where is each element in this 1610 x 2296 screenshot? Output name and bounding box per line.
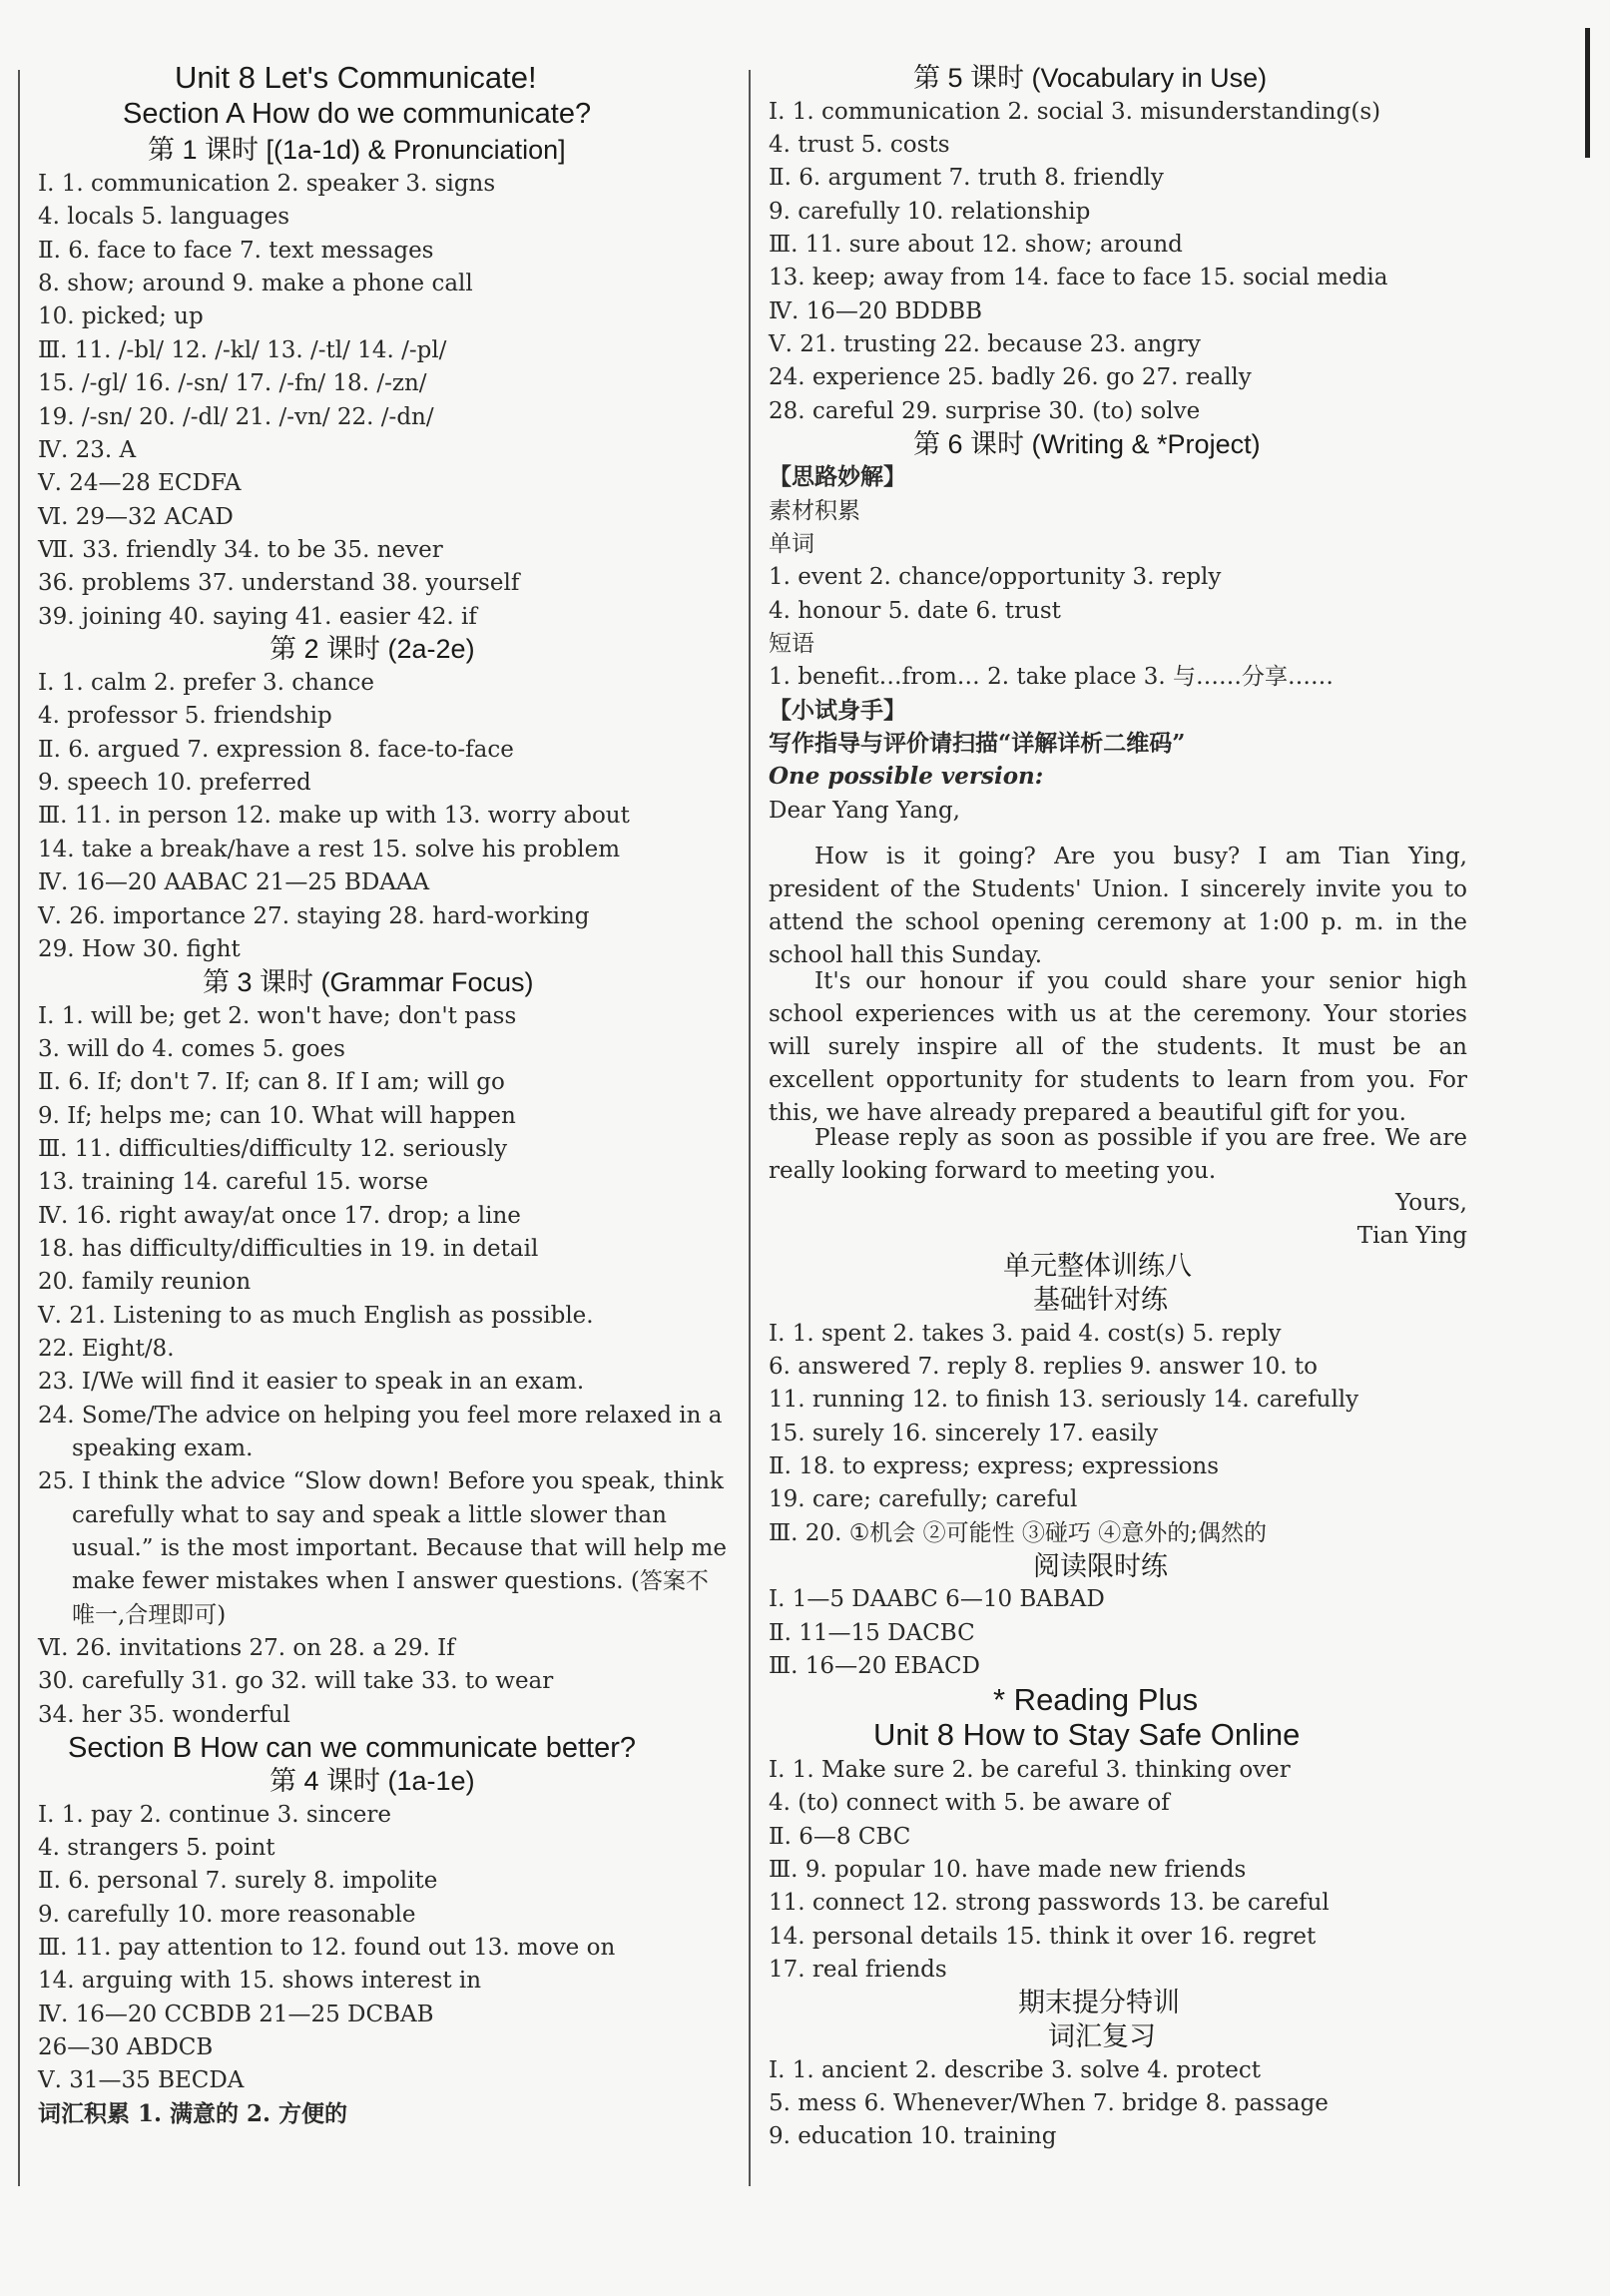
answer-line: 19. /-sn/ 20. /-dl/ 21. /-vn/ 22. /-dn/ [38,404,434,430]
answer-line: Ⅲ. 11. in person 12. make up with 13. worry about [38,803,630,829]
answer-line: 9. If; helps me; can 10. What will happen [38,1103,516,1129]
answer-line: 13. keep; away from 14. face to face 15. social media [769,265,1388,290]
answer-line: 29. How 30. fight [38,936,241,962]
heading-line: 词汇复习 [1048,2021,1156,2051]
answer-line: 9. carefully 10. relationship [769,199,1091,225]
answer-line: 4. (to) connect with 5. be aware of [769,1790,1170,1816]
letter-paragraph-1: How is it going? Are you busy? I am Tian Ying, president of the Students' Union. I sincerely invite you to attend the school opening ceremony at 1:00 p. m. in the school hall this Sunday. [769,844,1467,968]
answer-line: Ⅳ. 16—20 AABAC 21—25 BDAAA [38,869,430,895]
column-divider [749,70,751,2186]
answer-line: 唯一,合理即可) [72,1602,227,1628]
answer-line: Ⅴ. 21. trusting 22. because 23. angry [769,331,1201,357]
answer-line: Ⅰ. 1. calm 2. prefer 3. chance [38,670,375,696]
heading-line: 基础针对练 [1033,1285,1168,1315]
left-margin-rule [18,70,20,2186]
answer-line: Ⅰ. 1. ancient 2. describe 3. solve 4. protect [769,2057,1261,2083]
answer-line: Ⅴ. 21. Listening to as much English as possible. [38,1303,594,1329]
answer-line: Ⅵ. 26. invitations 27. on 28. a 29. If [38,1635,455,1661]
answer-line: 36. problems 37. understand 38. yourself [38,570,520,596]
letter-paragraph-2: It's our honour if you could share your senior high school experiences with us at the ceremony. Your stories will surely inspire all of the students. It must be an excellent opportunity for students to learn from you. For this, we have already prepared a beautiful gift for you. [769,968,1467,1126]
answer-line: Ⅰ. 1. Make sure 2. be careful 3. thinking over [769,1757,1291,1783]
answer-line: speaking exam. [72,1435,254,1461]
answer-line: Ⅱ. 6. face to face 7. text messages [38,238,434,264]
answer-line: Ⅳ. 23. A [38,437,137,463]
answer-line: Ⅳ. 16—20 BDDBB [769,298,983,324]
answer-line: 9. speech 10. preferred [38,770,311,796]
answer-line: Ⅳ. 16. right away/at once 17. drop; a line [38,1203,521,1229]
answer-line: Ⅲ. 11. difficulties/difficulty 12. seriously [38,1136,508,1162]
answer-line: Ⅰ. 1. pay 2. continue 3. sincere [38,1802,391,1828]
answer-line: 14. personal details 15. think it over 16. regret [769,1924,1317,1950]
answer-line: 4. trust 5. costs [769,132,950,158]
answer-line: 8. show; around 9. make a phone call [38,271,473,296]
answer-line: 6. answered 7. reply 8. replies 9. answer 10. to [769,1354,1318,1380]
answer-line: Ⅲ. 20. ①机会 ②可能性 ③碰巧 ④意外的;偶然的 [769,1520,1267,1546]
answer-line: Ⅲ. 11. sure about 12. show; around [769,232,1183,258]
answer-line: Ⅱ. 18. to express; express; expressions [769,1453,1220,1479]
heading-line: 单元整体训练八 [1003,1251,1192,1281]
answer-line: 26—30 ABDCB [38,2034,214,2060]
heading-line: * Reading Plus [993,1682,1199,1717]
answer-line: 14. take a break/have a rest 15. solve his problem [38,837,621,862]
answer-line: Ⅲ. 11. pay attention to 12. found out 13. move on [38,1935,616,1961]
answer-line: Ⅰ. 1. communication 2. social 3. misunderstanding(s) [769,99,1381,125]
answer-line: 11. running 12. to finish 13. seriously 14. carefully [769,1387,1359,1413]
heading-line: Section B How can we communicate better? [68,1732,636,1764]
heading-line: 词汇积累 1. 满意的 2. 方便的 [38,2100,348,2127]
heading-line: Unit 8 Let's Communicate! [175,60,537,95]
answer-line: 4. strangers 5. point [38,1835,275,1861]
heading-line: 第 1 课时 [(1a-1d) & Pronunciation] [148,135,566,165]
answer-line: 1. benefit…from… 2. take place 3. 与……分享…… [769,664,1334,690]
heading-line: 期末提分特训 [1018,1988,1180,2017]
answer-line: Ⅰ. 1. spent 2. takes 3. paid 4. cost(s) 5. reply [769,1321,1282,1347]
answer-line: 9. carefully 10. more reasonable [38,1902,416,1928]
answer-line: 24. experience 25. badly 26. go 27. really [769,364,1252,390]
answer-line: 短语 [769,631,814,657]
answer-line: Ⅴ. 31—35 BECDA [38,2067,245,2093]
answer-line: 17. real friends [769,1957,947,1983]
answer-line: make fewer mistakes when I answer questions. (答案不 [72,1568,709,1594]
heading-line: 第 4 课时 (1a-1e) [269,1766,475,1796]
heading-line: 【思路妙解】 [769,463,906,490]
answer-line: 4. professor 5. friendship [38,703,332,729]
answer-line: Ⅴ. 26. importance 27. staying 28. hard-working [38,903,590,929]
answer-line: 34. her 35. wonderful [38,1702,290,1728]
answer-line: Ⅱ. 11—15 DACBC [769,1620,975,1646]
answer-line: Ⅲ. 16—20 EBACD [769,1653,980,1679]
answer-line: 24. Some/The advice on helping you feel more relaxed in a [38,1403,723,1429]
heading-line: 写作指导与评价请扫描“详解详析二维码” [769,730,1186,757]
answer-line: Ⅱ. 6. If; don't 7. If; can 8. If I am; will go [38,1069,505,1095]
letter-closing: Yours, [1395,1190,1467,1216]
answer-line: Ⅴ. 24—28 ECDFA [38,470,242,496]
heading-line: 第 6 课时 (Writing & *Project) [913,429,1261,459]
answer-line: 30. carefully 31. go 32. will take 33. to wear [38,1668,554,1694]
answer-line: 15. /-gl/ 16. /-sn/ 17. /-fn/ 18. /-zn/ [38,370,427,396]
answer-line: 素材积累 [769,498,860,524]
answer-line: 9. education 10. training [769,2123,1057,2149]
answer-line: 4. honour 5. date 6. trust [769,598,1061,624]
answer-line: Ⅱ. 6—8 CBC [769,1824,911,1850]
answer-line: Ⅱ. 6. argument 7. truth 8. friendly [769,165,1164,191]
letter-paragraph-3: Please reply as soon as possible if you are free. We are really looking forward to meeting you. [769,1125,1467,1184]
answer-line: 15. surely 16. sincerely 17. easily [769,1421,1159,1446]
letter-signature: Tian Ying [1356,1223,1467,1249]
answer-line: Ⅲ. 9. popular 10. have made new friends [769,1857,1247,1883]
answer-line: 5. mess 6. Whenever/When 7. bridge 8. passage [769,2090,1329,2116]
heading-line: 第 5 课时 (Vocabulary in Use) [913,63,1268,93]
heading-line: 【小试身手】 [769,697,906,724]
answer-line: Ⅲ. 11. /-bl/ 12. /-kl/ 13. /-tl/ 14. /-pl/ [38,337,447,363]
answer-line: carefully what to say and speak a little slower than [72,1502,667,1528]
answer-line: 23. I/We will find it easier to speak in an exam. [38,1369,585,1395]
answer-line: 11. connect 12. strong passwords 13. be careful [769,1890,1330,1916]
answer-line: 28. careful 29. surprise 30. (to) solve [769,398,1201,424]
answer-line: 14. arguing with 15. shows interest in [38,1968,482,1994]
answer-line: usual.” is the most important. Because that will help me [72,1535,727,1561]
answer-line: Ⅵ. 29—32 ACAD [38,504,234,530]
answer-line: Ⅰ. 1. will be; get 2. won't have; don't pass [38,1003,517,1029]
answer-line: 22. Eight/8. [38,1336,175,1362]
heading-line: Unit 8 How to Stay Safe Online [873,1717,1301,1752]
answer-line: Dear Yang Yang, [769,798,960,824]
answer-line: 19. care; carefully; careful [769,1486,1078,1512]
heading-line: One possible version: [769,763,1044,790]
answer-line: 13. training 14. careful 15. worse [38,1169,429,1195]
answer-line: 4. locals 5. languages [38,204,290,230]
answer-line: 1. event 2. chance/opportunity 3. reply [769,564,1222,590]
answer-line: 25. I think the advice “Slow down! Before you speak, think [38,1468,724,1494]
answer-line: 20. family reunion [38,1269,252,1295]
heading-line: 阅读限时练 [1033,1551,1168,1581]
heading-line: 第 3 课时 (Grammar Focus) [203,967,534,997]
answer-line: Ⅰ. 1—5 DAABC 6—10 BABAD [769,1586,1105,1612]
right-edge-mark [1585,28,1590,158]
heading-line: 第 2 课时 (2a-2e) [269,634,475,664]
answer-line: Ⅱ. 6. argued 7. expression 8. face-to-face [38,737,514,763]
answer-line: Ⅶ. 33. friendly 34. to be 35. never [38,537,443,563]
answer-line: 39. joining 40. saying 41. easier 42. if [38,604,477,630]
answer-line: Ⅳ. 16—20 CCBDB 21—25 DCBAB [38,2002,434,2027]
answer-line: Ⅱ. 6. personal 7. surely 8. impolite [38,1868,438,1894]
answer-line: 3. will do 4. comes 5. goes [38,1036,345,1062]
heading-line: Section A How do we communicate? [123,98,592,130]
answer-line: 单词 [769,531,814,557]
answer-line: Ⅰ. 1. communication 2. speaker 3. signs [38,171,496,197]
answer-line: 10. picked; up [38,303,204,329]
answer-line: 18. has difficulty/difficulties in 19. in detail [38,1236,539,1262]
